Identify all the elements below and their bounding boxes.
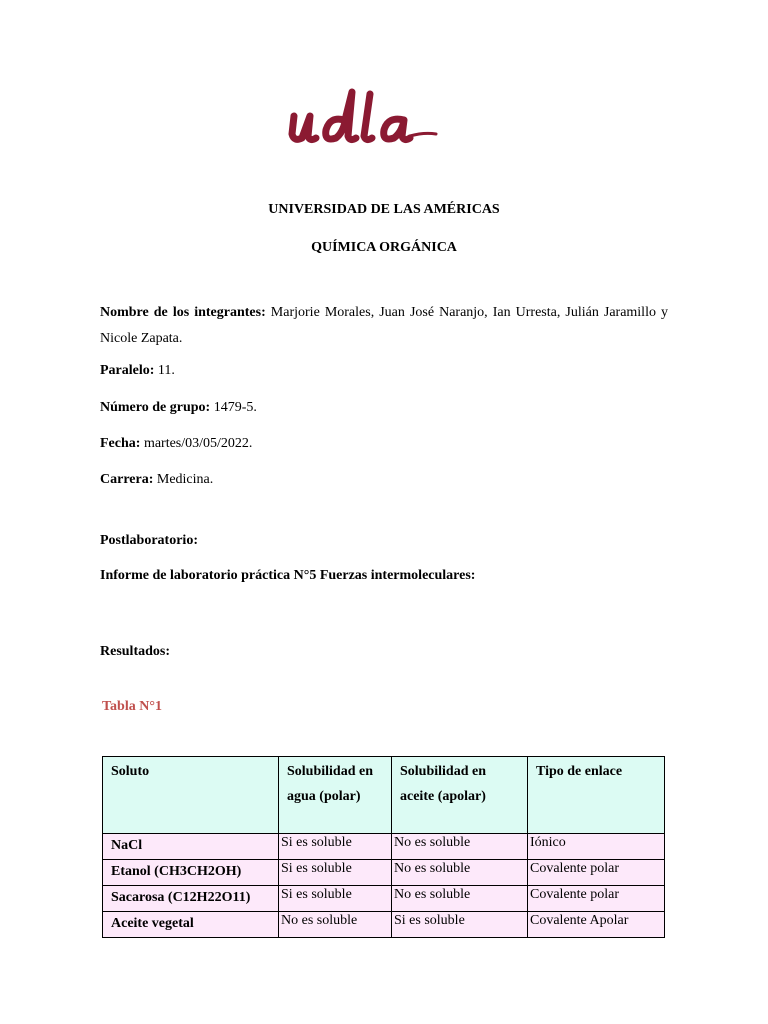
cell-oil: Si es soluble <box>392 912 528 938</box>
members-value: Marjorie Morales, Juan José Naranjo, Ian Urresta, Julián Jaramillo y Nicole Zapata. <box>100 305 669 346</box>
group-line <box>100 395 668 421</box>
header-soluto: Soluto <box>103 757 279 834</box>
career-value: Medicina. <box>156 472 214 487</box>
cell-solute: Aceite vegetal <box>103 912 279 938</box>
table-header-row <box>103 757 665 834</box>
cell-bond: Covalente polar <box>528 860 665 886</box>
paralelo-value: 11. <box>157 363 175 378</box>
table-caption: Tabla N°1 <box>102 699 162 714</box>
career-label: Carrera: <box>100 472 154 487</box>
date-line <box>100 431 668 457</box>
results-table <box>102 756 665 938</box>
report-heading: Informe de laboratorio práctica N°5 Fuerzas intermoleculares: <box>100 568 476 583</box>
subject-title: QUÍMICA ORGÁNICA <box>311 240 457 255</box>
cell-oil: No es soluble <box>392 886 528 912</box>
cell-water: Si es soluble <box>279 860 392 886</box>
cell-oil: No es soluble <box>392 834 528 860</box>
table-row <box>103 912 665 938</box>
cell-solute: NaCl <box>103 834 279 860</box>
cell-oil: No es soluble <box>392 860 528 886</box>
group-value: 1479-5. <box>213 400 257 415</box>
table-row <box>103 860 665 886</box>
cell-water: Si es soluble <box>279 886 392 912</box>
cell-solute: Sacarosa (C12H22O11) <box>103 886 279 912</box>
cell-solute: Etanol (CH3CH2OH) <box>103 860 279 886</box>
paralelo-label: Paralelo: <box>100 363 155 378</box>
header-oil-solubility: Solubilidad en aceite (apolar) <box>392 757 528 834</box>
header-water-solubility: Solubilidad en agua (polar) <box>279 757 392 834</box>
cell-bond: Covalente Apolar <box>528 912 665 938</box>
udla-logo-icon <box>286 86 438 156</box>
cell-water: No es soluble <box>279 912 392 938</box>
cell-water: Si es soluble <box>279 834 392 860</box>
results-heading: Resultados: <box>100 644 171 659</box>
group-label: Número de grupo: <box>100 400 211 415</box>
udla-logo <box>286 86 438 156</box>
cell-bond: Iónico <box>528 834 665 860</box>
header-bond-type: Tipo de enlace <box>528 757 665 834</box>
members-line <box>100 300 668 352</box>
date-label: Fecha: <box>100 436 141 451</box>
table-row <box>103 886 665 912</box>
university-title: UNIVERSIDAD DE LAS AMÉRICAS <box>268 202 500 217</box>
career-line <box>100 467 668 493</box>
table-row <box>103 834 665 860</box>
members-label: Nombre de los integrantes: <box>100 305 266 320</box>
date-value: martes/03/05/2022. <box>143 436 253 451</box>
paralelo-line <box>100 358 668 384</box>
cell-bond: Covalente polar <box>528 886 665 912</box>
postlab-heading: Postlaboratorio: <box>100 533 198 548</box>
